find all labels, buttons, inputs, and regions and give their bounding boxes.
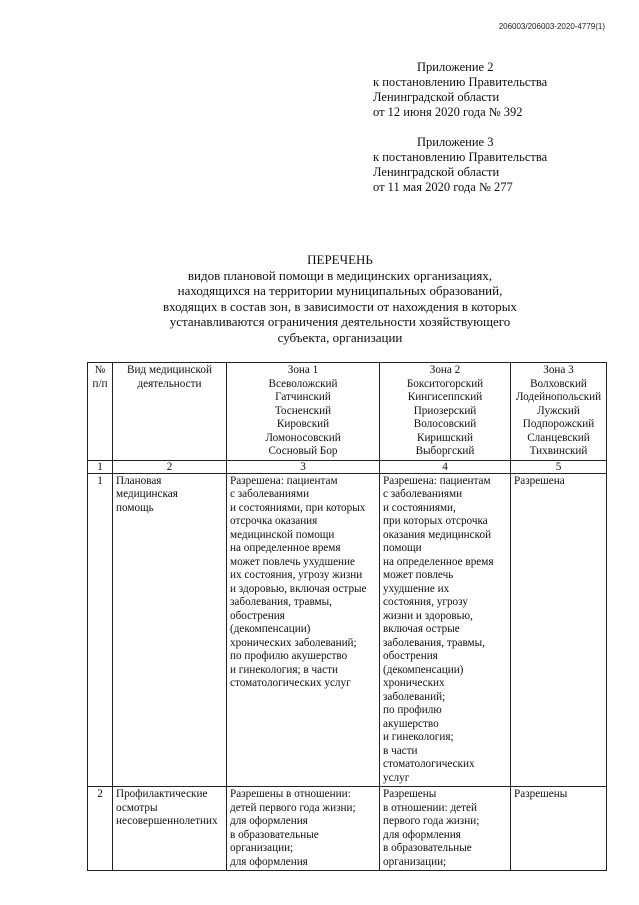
heading-title: ПЕРЕЧЕНЬ: [307, 252, 373, 267]
col-number: 3: [227, 460, 380, 473]
header-activity: Вид медицинской деятельности: [113, 363, 227, 461]
appendix-3-line1: к постановлению Правительства: [373, 150, 548, 164]
appendix-3-line3: от 11 мая 2020 года № 277: [373, 180, 513, 194]
heading-line3: входящих в состав зон, в зависимости от нахождения в которых: [163, 298, 517, 314]
appendix-2-block: [373, 60, 547, 120]
document-id: 206003/206003-2020-4779(1): [498, 22, 605, 31]
header-zone1: Зона 1 Всеволожский Гатчинский Тосненский Кировский Ломоносовский Сосновый Бор: [227, 363, 380, 461]
row-zone2: Разрешены в отношении: детей первого года жизни; для оформления в образовательные организации;: [380, 787, 511, 871]
table-row: [88, 787, 607, 871]
appendix-3-title: Приложение 3: [417, 135, 494, 149]
heading-line2: находящихся на территории муниципальных образований,: [177, 283, 503, 298]
row-activity: Профилактические осмотры несовершеннолетних: [113, 787, 227, 871]
row-zone1: Разрешены в отношении: детей первого года жизни; для оформления в образовательные организации; для оформления: [227, 787, 380, 871]
appendix-2-line3: от 12 июня 2020 года № 392: [373, 105, 523, 119]
header-num: № п/п: [88, 363, 113, 461]
appendix-2-line2: Ленинградской области: [373, 90, 500, 104]
row-zone2: Разрешена: пациентам с заболеваниями и состояниями, при которых отсрочка оказания медицинской помощи на определенное время может повлечь ухудшение их состояния, угрозу жизни и здоровью, включая острые заболевания, травмы, обострения (декомпенсации) хронических заболеваний; по профилю акушерство и гинекология; в части стоматологических услуг: [380, 473, 511, 787]
heading-line5: субъекта, организации: [277, 329, 403, 345]
header-zone3: Зона 3 Волховский Лодейнопольский Лужский Подпорожский Сланцевский Тихвинский: [511, 363, 607, 461]
col-number: 5: [511, 460, 607, 473]
table-header-row: [88, 363, 607, 461]
appendix-2-title: Приложение 2: [417, 60, 494, 74]
col-number: 1: [88, 460, 113, 473]
row-num: 2: [88, 787, 113, 871]
appendix-3-line2: Ленинградской области: [373, 165, 500, 179]
heading-line1: видов плановой помощи в медицинских организациях,: [187, 267, 493, 283]
row-activity: Плановая медицинская помощь: [113, 473, 227, 787]
column-number-row: [88, 460, 607, 473]
row-zone3: Разрешены: [511, 787, 607, 871]
heading-line4: устанавливаются ограничения деятельности хозяйствующего: [169, 314, 511, 329]
col-number: 4: [380, 460, 511, 473]
table-row: [88, 473, 607, 787]
appendix-3-block: [373, 135, 547, 195]
row-zone1: Разрешена: пациентам с заболеваниями и состояниями, при которых отсрочка оказания медицинской помощи на определенное время может повлечь ухудшение их состояния, угрозу жизни и здоровью, включая острые заболевания, травмы, обострения (декомпенсации) хронических заболеваний; по профилю акушерство и гинекология; в части стоматологических услуг: [227, 473, 380, 787]
header-zone2: Зона 2 Бокситогорский Кингисеппский Приозерский Волосовский Киришский Выборгский: [380, 363, 511, 461]
activity-table: [87, 362, 607, 871]
col-number: 2: [113, 460, 227, 473]
row-num: 1: [88, 473, 113, 787]
document-heading: [60, 252, 620, 345]
row-zone3: Разрешена: [511, 473, 607, 787]
appendix-2-line1: к постановлению Правительства: [373, 75, 548, 89]
